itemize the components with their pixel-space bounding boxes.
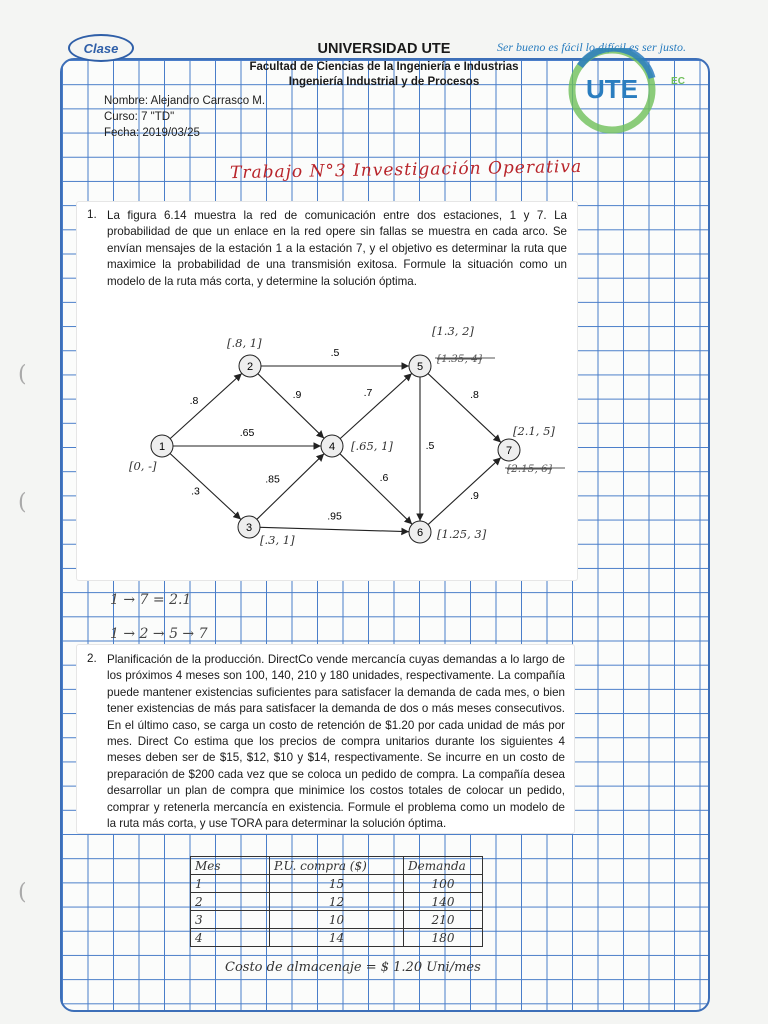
problem-2-card [77,645,574,833]
node-label: [1.3, 2] [432,324,474,338]
node-label: [1.25, 3] [437,527,487,541]
edge-weight: .85 [265,473,280,486]
margin-mark: ( [18,880,27,905]
submission-date: Fecha: 2019/03/25 [104,127,200,139]
node-number: 5 [416,361,424,373]
edge-weight: .65 [239,427,255,439]
edge-4-5 [340,373,412,438]
node-label: [2.1, 5] [513,424,555,438]
table-row [191,929,483,947]
table-cell: 140 [404,893,483,911]
table-cell: 4 [191,929,270,947]
faculty-header [0,60,768,90]
edge-4-6 [340,454,412,525]
edge-1-3 [170,453,241,519]
node-number: 3 [245,522,253,534]
storage-cost-note: Costo de almacenaje = $ 1.20 Uni/mes [225,960,481,975]
student-name: Nombre: Alejandro Carrasco M. [104,95,266,107]
answer-line-1: 1 → 7 = 2.1 [110,592,192,608]
answer-line-2: 1 → 2 → 5 → 7 [110,626,208,642]
edge-2-4 [258,374,324,439]
problem-1-card [77,202,577,580]
problem-1-text: La figura 6.14 muestra la red de comunicación entre dos estaciones, 1 y 7. La probabilidad de que un enlace en la red opere sin fallas se muestra en cada arco. Se envían mensajes de la estación 1 a la estación 7, y el objetivo es determinar la ruta que maximice la probabilidad de una transmisión exitosa. Formule la situación como un modelo de la ruta más corta, y determine la solución óptima. [107,209,567,288]
edge-5-7 [428,374,501,443]
table-row [191,893,483,911]
edge-weight: .5 [330,347,340,359]
table-cell: 2 [191,893,270,911]
table-cell: 10 [270,911,404,929]
table-header: P.U. compra ($) [270,857,404,875]
node-label: [.8, 1] [227,336,262,350]
edge-weight: .95 [327,510,342,523]
handwritten-table [190,856,483,947]
table-row [191,911,483,929]
clase-logo: Clase [68,34,134,62]
node-label: [.3, 1] [260,533,295,547]
university-motto: Ser bueno es fácil lo difícil es ser justo. [497,40,686,54]
node-number: 1 [158,441,166,453]
edge-weight: .8 [189,395,199,407]
student-info [104,93,265,141]
table-header-row [191,857,483,875]
edge-weight: .5 [425,440,435,452]
edge-weight: .7 [363,387,373,399]
table-cell: 210 [404,911,483,929]
problem-1-number: 1. [87,208,97,221]
handwritten-title: Trabajo N°3 Investigación Operativa [229,156,583,184]
edge-weight: .8 [470,389,479,401]
ute-logo-text: UTE [586,74,638,104]
faculty-name: Facultad de Ciencias de la Ingeniería e Industrias [249,61,519,73]
edge-weight: .9 [292,389,302,401]
node-number: 7 [505,445,513,457]
edge-1-2 [170,373,242,438]
university-title: UNIVERSIDAD UTE [317,41,451,57]
node-number: 2 [246,361,254,373]
handwritten-answer [110,583,208,651]
table-cell: 180 [404,929,483,947]
table-cell: 3 [191,911,270,929]
ute-logo-suffix: EC [671,76,685,87]
table-cell: 1 [191,875,270,893]
margin-mark: ( [18,490,27,515]
edge-3-6 [260,527,409,531]
crossed-label: [2.15, 6] [507,463,552,475]
problem-2-number: 2. [87,652,97,665]
problem-2-text: Planificación de la producción. DirectCo vende mercancía cuyas demandas a lo largo de los próximos 4 meses son 100, 140, 210 y 180 unidades, respectivamente. La compañía puede mantener existencias suficientes para satisfacer la demanda de cada mes, o bien tener existencias de más para satisfacer la demanda de dos o más meses consecutivos. En el último caso, se carga un costo de retención de $1.20 por cada unidad de más por mes. Direct Co estima que los precios de compra unitarios durante los siguientes 4 meses deben ser de $15, $12, $10 y $14, respectivamente. Se incurre en un costo de preparación de $200 cada vez que se coloca un pedido de compra. La compañía desea desarrollar un plan de compra que minimice los costos totales de colocar un pedido, comprar y retenerla mercancía en existencia. Formule el problema como un modelo de la ruta más corta, y use TORA para determinar la solución óptima. [107,653,565,831]
node-label: [.65, 1] [351,439,393,453]
table-cell: 100 [404,875,483,893]
edge-weight: .6 [379,472,389,484]
margin-mark: ( [18,362,27,387]
program-name: Ingeniería Industrial y de Procesos [288,76,480,88]
edge-weight: .9 [470,490,479,502]
table-cell: 15 [270,875,404,893]
node-number: 4 [328,441,336,453]
edge-6-7 [428,457,501,524]
table-header: Demanda [404,857,483,875]
node-number: 6 [416,527,424,539]
student-course: Curso: 7 "TD" [104,111,175,123]
table-row [191,875,483,893]
table-cell: 14 [270,929,404,947]
crossed-label: [1.35, 4] [437,353,482,365]
edge-weight: .3 [191,485,200,498]
node-label: [0, -] [129,459,157,473]
table-header: Mes [191,857,270,875]
table-cell: 12 [270,893,404,911]
network-diagram [77,202,577,580]
edge-3-4 [257,454,324,520]
